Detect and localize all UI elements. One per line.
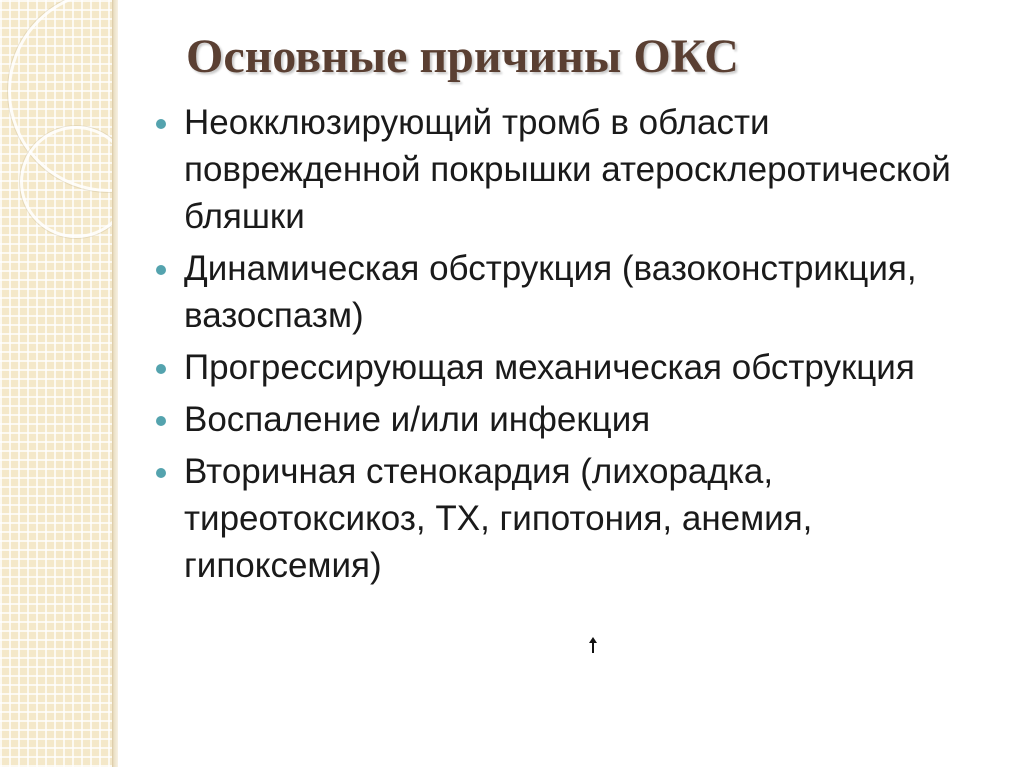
bullet-item-4 <box>156 396 996 443</box>
up-arrow-cursor-icon <box>588 636 598 654</box>
bullet-list <box>156 99 996 594</box>
bullet-marker-icon <box>156 468 166 478</box>
slide-title: Основные причины ОКС <box>186 30 739 83</box>
bullet-marker-icon <box>156 119 166 129</box>
bullet-item-5 <box>156 448 996 589</box>
band-edge-divider <box>112 0 118 767</box>
bullet-text: Динамическая обструкция (вазоконстрикция, вазоспазм) <box>184 249 917 335</box>
bullet-marker-icon <box>156 364 166 374</box>
bullet-text: Воспаление и/или инфекция <box>184 400 651 439</box>
bullet-item-1 <box>156 99 996 240</box>
bullet-item-3 <box>156 344 996 391</box>
bullet-text: Неокклюзирующий тромб в области поврежденной покрышки атеросклеротической бляшки <box>184 103 951 236</box>
bullet-marker-icon <box>156 416 166 426</box>
bullet-text: Вторичная стенокардия (лихорадка, тиреотоксикоз, ТХ, гипотония, анемия, гипоксемия) <box>184 452 813 585</box>
bullet-marker-icon <box>156 265 166 275</box>
bullet-item-2 <box>156 245 996 339</box>
bullet-text: Прогрессирующая механическая обструкция <box>184 348 915 387</box>
